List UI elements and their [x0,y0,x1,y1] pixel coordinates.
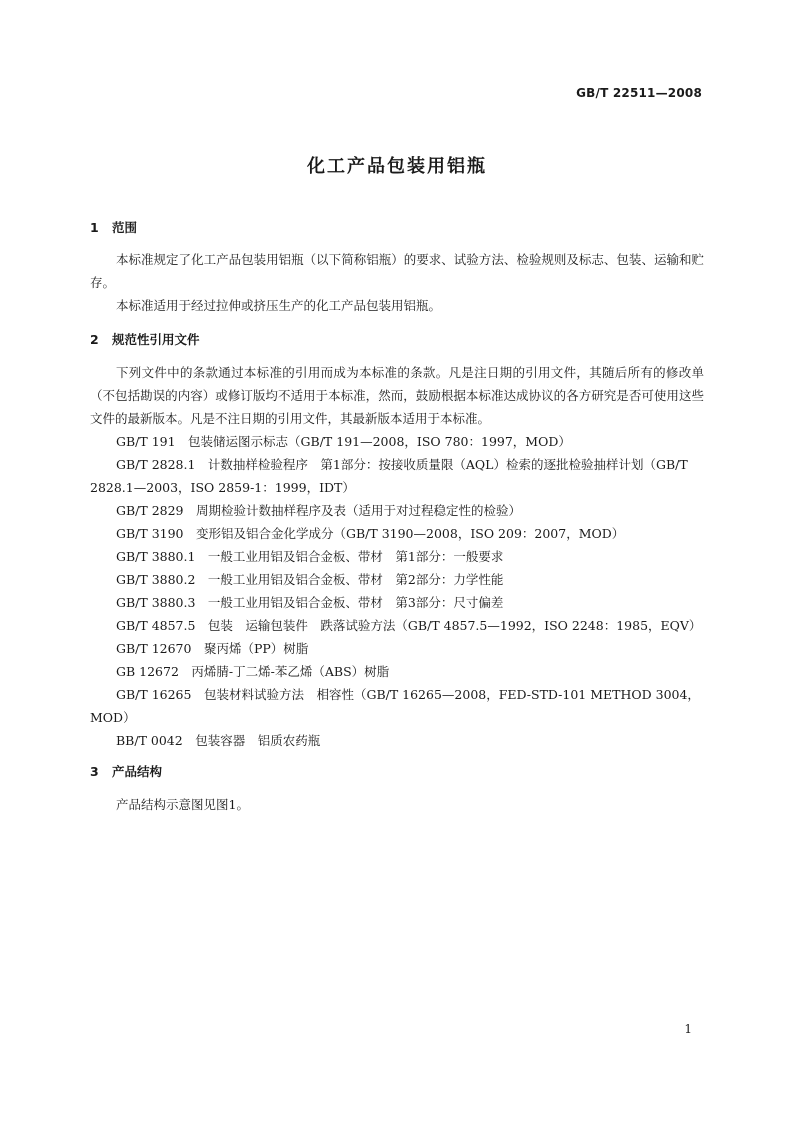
reference-item: GB/T 3190 变形铝及铝合金化学成分（GB/T 3190—2008，ISO 209：2007，MOD） [116,526,625,541]
paragraph: 下列文件中的条款通过本标准的引用而成为本标准的条款。凡是注日期的引用文件，其随后所有的修改单（不包括勘误的内容）或修订版均不适用于本标准，然而，鼓励根据本标准达成协议的各方研究是否可使用这些文件的最新版本。凡是不注日期的引用文件，其最新版本适用于本标准。 [90,365,704,426]
reference-item: GB/T 4857.5 包装 运输包装件 跌落试验方法（GB/T 4857.5—1992，ISO 2248：1985，EQV） [116,618,702,633]
section-title: 范围 [112,220,138,235]
reference-item: BB/T 0042 包装容器 铝质农药瓶 [116,733,321,748]
reference-item: GB/T 3880.1 一般工业用铝及铝合金板、带材 第1部分：一般要求 [116,549,504,564]
section-normative-references [90,328,704,752]
section-heading [90,216,704,239]
section-title: 产品结构 [112,764,163,779]
standard-number: GB/T 22511—2008 [576,86,702,100]
section-scope [90,216,704,317]
reference-item: GB/T 2828.1 计数抽样检验程序 第1部分：按接收质量限（AQL）检索的逐批检验抽样计划（GB/T 2828.1—2003，ISO 2859-1：1999，IDT） [90,457,688,495]
section-heading [90,760,704,783]
section-heading [90,328,704,351]
reference-item: GB/T 12670 聚丙烯（PP）树脂 [116,641,309,656]
reference-item: GB/T 2829 周期检验计数抽样程序及表（适用于对过程稳定性的检验） [116,503,522,518]
paragraph: 本标准规定了化工产品包装用铝瓶（以下简称铝瓶）的要求、试验方法、检验规则及标志、包装、运输和贮存。 [90,252,704,290]
paragraph: 本标准适用于经过拉伸或挤压生产的化工产品包装用铝瓶。 [116,298,442,313]
document-title: 化工产品包装用铝瓶 [307,156,487,177]
reference-item: GB 12672 丙烯腈-丁二烯-苯乙烯（ABS）树脂 [116,664,390,679]
section-title: 规范性引用文件 [112,332,200,347]
reference-item: GB/T 191 包装储运图示标志（GB/T 191—2008，ISO 780：1997，MOD） [116,434,571,449]
reference-item: GB/T 16265 包装材料试验方法 相容性（GB/T 16265—2008，FED-STD-101 METHOD 3004，MOD） [90,687,700,725]
reference-item: GB/T 3880.3 一般工业用铝及铝合金板、带材 第3部分：尺寸偏差 [116,595,504,610]
section-number: 2 [90,332,99,347]
section-product-structure [90,760,704,816]
reference-item: GB/T 3880.2 一般工业用铝及铝合金板、带材 第2部分：力学性能 [116,572,504,587]
section-number: 1 [90,220,99,235]
page-number: 1 [684,1022,692,1036]
paragraph: 产品结构示意图见图1。 [116,797,249,812]
section-number: 3 [90,764,99,779]
